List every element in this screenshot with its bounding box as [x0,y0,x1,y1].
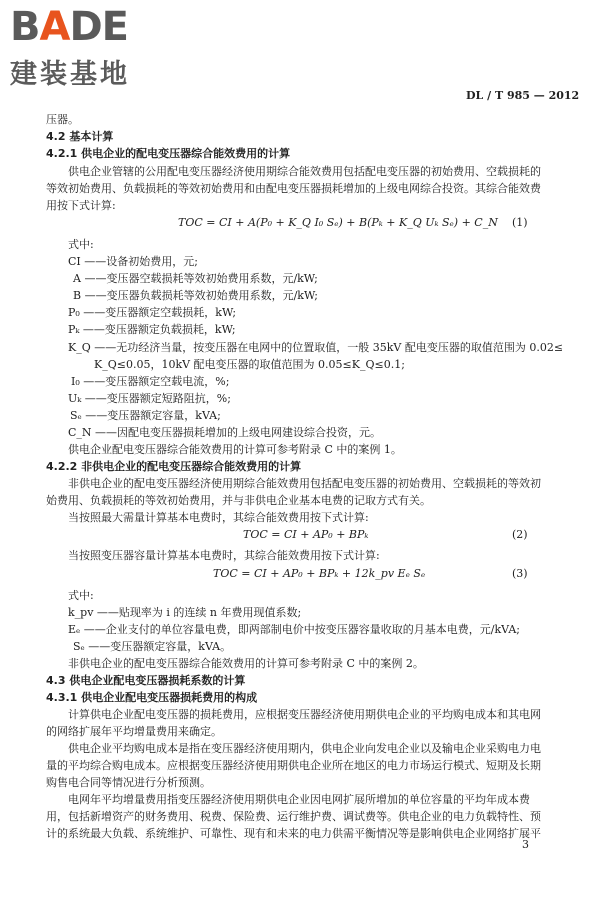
section-heading: 4.3.1 供电企业配电变压器损耗费用的构成 [46,691,258,704]
equation-number: (2) [512,528,528,541]
logo-subtitle: 建装基地 [10,59,130,90]
text-line: CI ——设备初始费用，元; [68,255,198,268]
text-line: A ——变压器空载损耗等效初始费用系数，元/kW; [73,272,318,285]
equation-number: (3) [512,567,528,580]
formula: TOC = CI + AP₀ + BPₖ + 12k_pv Eₑ Sₑ [213,567,426,580]
section-heading: 4.3 供电企业配电变压器损耗系数的计算 [46,674,246,687]
logo-letter-a-accent: A [39,4,70,50]
section-heading: 4.2.1 供电企业的配电变压器综合能效费用的计算 [46,147,291,160]
text-line: K_Q≤0.05，10kV 配电变压器的取值范围为 0.05≤K_Q≤0.1; [94,358,405,371]
text-line: C_N ——因配电变压器损耗增加的上级电网建设综合投资，元。 [68,426,382,439]
text-line: 式中: [68,238,94,251]
text-line: Sₑ ——变压器额定容量，kVA。 [73,640,232,653]
text-line: 等效初始费用、负载损耗的等效初始费用和由配电变压器损耗增加的上级电网综合投资。其综合能效费 [46,182,541,195]
section-heading: 4.2 基本计算 [46,130,114,143]
text-line: 用，包括新增资产的财务费用、税费、保险费、运行维护费、调试费等。供电企业的电力负载特性、预 [46,810,541,823]
text-line: 供电企业管辖的公用配电变压器经济使用期综合能效费用包括配电变压器的初始费用、空载损耗的 [68,165,541,178]
text-line: P₀ ——变压器额定空载损耗，kW; [68,306,237,319]
text-line: 供电企业配电变压器综合能效费用的计算可参考附录 C 中的案例 1。 [68,443,402,456]
text-line: Uₖ ——变压器额定短路阻抗，%; [68,392,231,405]
text-line: 非供电企业的配电变压器经济使用期综合能效费用包括配电变压器的初始费用、空载损耗的等效初 [68,477,541,490]
text-line: 计算供电企业配电变压器的损耗费用，应根据变压器经济使用期供电企业的平均购电成本和其电网 [68,708,541,721]
equation-number: (1) [512,216,528,229]
text-line: k_pv ——贴现率为 i 的连续 n 年费用现值系数; [68,606,302,619]
text-line: 式中: [68,589,94,602]
section-heading: 4.2.2 非供电企业的配电变压器综合能效费用的计算 [46,460,302,473]
text-line: 非供电企业的配电变压器综合能效费用的计算可参考附录 C 中的案例 2。 [68,657,424,670]
document-number: DL / T 985 — 2012 [466,89,580,102]
text-line: K_Q ——无功经济当量，按变压器在电网中的位置取值，一般 35kV 配电变压器的取值范围为 0.02≤ [68,341,564,354]
text-line: Eₑ ——企业支付的单位容量电费，即两部制电价中按变压器容量收取的月基本电费，元/kVA; [68,623,521,636]
logo-letter-b: B [10,4,40,50]
text-line: I₀ ——变压器额定空载电流，%; [71,375,230,388]
text-line: Pₖ ——变压器额定负载损耗，kW; [68,323,236,336]
text-line: Sₑ ——变压器额定容量，kVA; [70,409,221,422]
text-line: 始费用、负载损耗的等效初始费用，并与非供电企业基本电费的记取方式有关。 [46,494,431,507]
text-line: 当按照变压器容量计算基本电费时，其综合能效费用按下式计算: [68,549,380,562]
text-line: 电网年平均增量费用指变压器经济使用期供电企业因电网扩展所增加的单位容量的平均年成本费 [68,793,530,806]
text-line: 当按照最大需量计算基本电费时，其综合能效费用按下式计算: [68,511,369,524]
text-line: 的网络扩展年平均增量费用来确定。 [46,725,222,738]
logo [10,4,128,50]
text-line: 供电企业平均购电成本是指在变压器经济使用期内，供电企业向发电企业以及输电企业采购电力电 [68,742,541,755]
logo-letters-de: DE [69,4,128,50]
text-line: 计的系统最大负载、系统维护、可靠性、现有和未来的电力供需平衡情况等是影响供电企业网络扩展平 [46,827,541,840]
text-line: 用按下式计算: [46,199,116,212]
formula: TOC = CI + AP₀ + BPₖ [243,528,369,541]
formula: TOC = CI + A(P₀ + K_Q I₀ Sₑ) + B(Pₖ + K_Q Uₖ Sₑ) + C_N [178,216,498,229]
text-line: 压器。 [46,113,79,126]
page-number: 3 [522,838,529,851]
text-line: B ——变压器负载损耗等效初始费用系数，元/kW; [73,289,319,302]
text-line: 量的平均综合购电成本。应根据变压器经济使用期供电企业所在地区的电力市场运行模式、短期及长期 [46,759,541,772]
text-line: 购售电合同等情况进行分析预测。 [46,776,211,789]
